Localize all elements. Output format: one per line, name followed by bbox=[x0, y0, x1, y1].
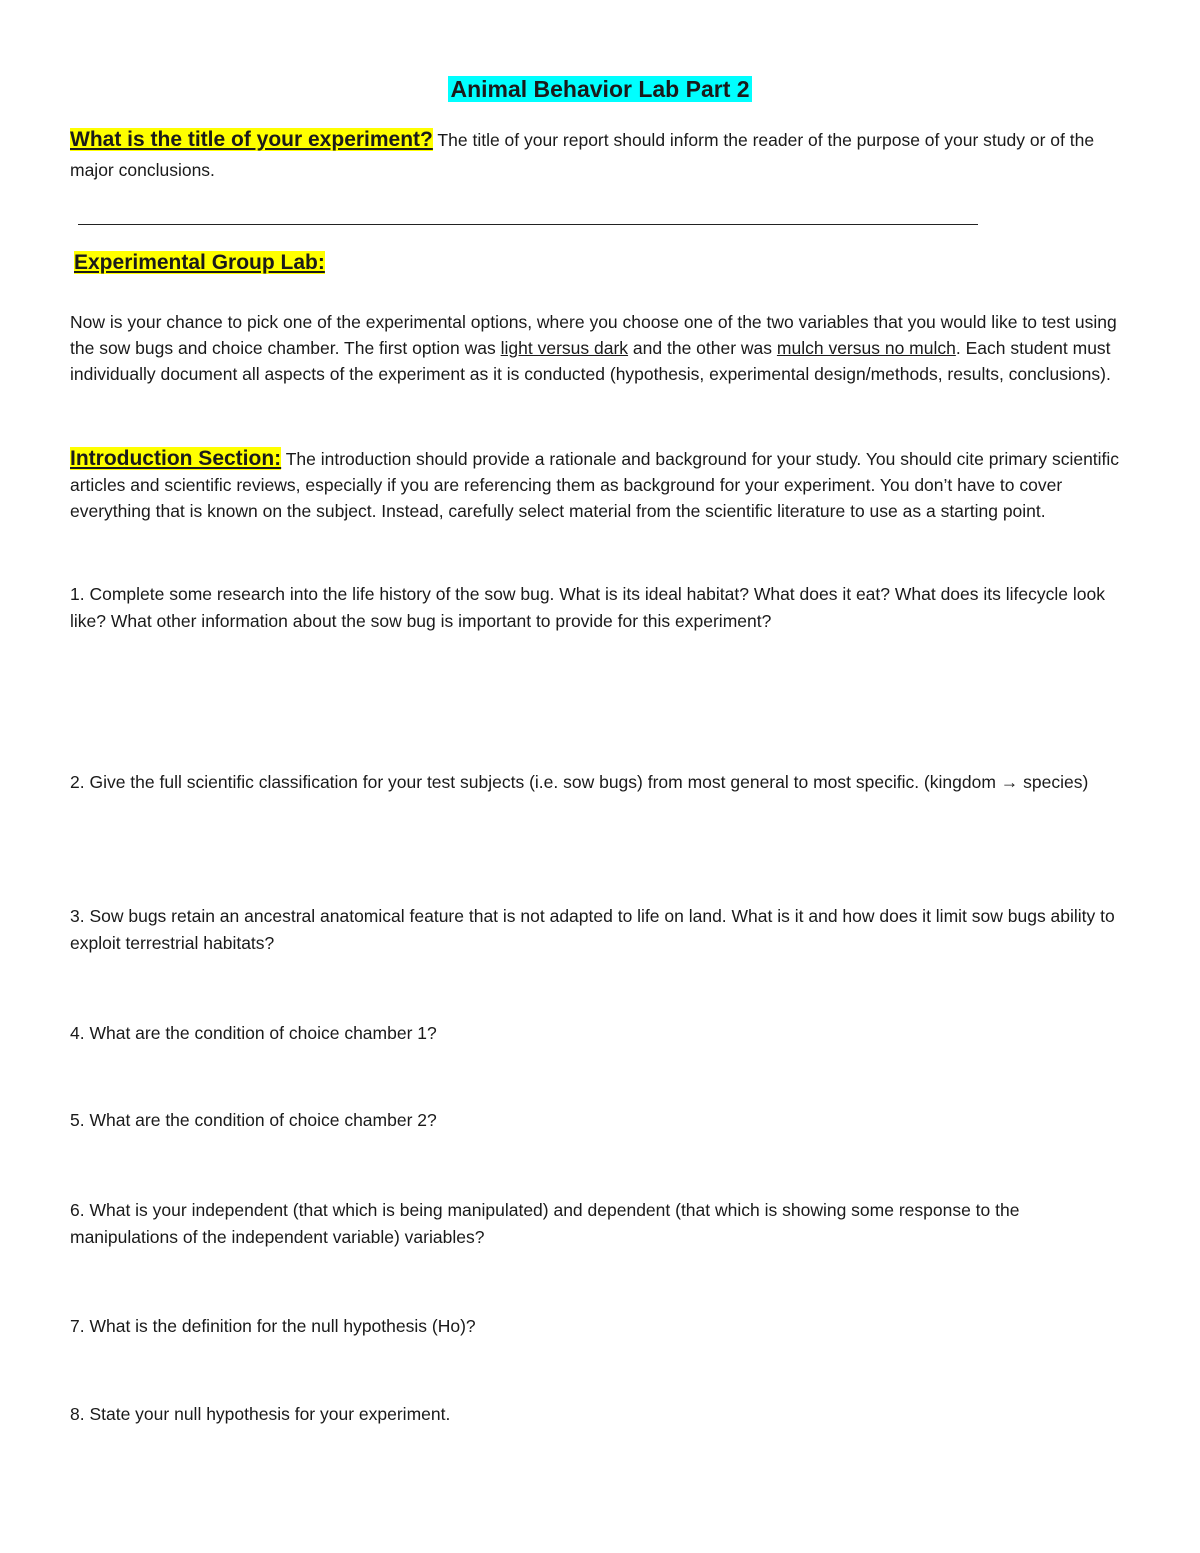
title-question bbox=[70, 125, 1132, 185]
question-8: 8. State your null hypothesis for your experiment. bbox=[70, 1404, 451, 1424]
option-mulch: mulch versus no mulch bbox=[776, 338, 956, 358]
introduction-text: The introduction should provide a rationale and background for your study. You should cite primary scientific articles and scientific reviews, especially if you are referencing them as background for your experiment. You don’t have to cover everything that is known on the subject. Instead, carefully select material from the scientific literature to use as a starting point. bbox=[70, 449, 1120, 521]
question-4: 4. What are the condition of choice chamber 1? bbox=[70, 1023, 437, 1043]
introduction-section bbox=[70, 446, 1132, 524]
experimental-text-mid: and the other was bbox=[628, 338, 777, 358]
experimental-heading-block bbox=[70, 250, 1132, 276]
experimental-text-start: Now is your chance to pick one of the experimental options, where you choose one of the two variables that you would like to test using the sow bugs and choice chamber. The first option was bbox=[70, 312, 1117, 358]
experimental-paragraph bbox=[70, 309, 1132, 387]
question-3: 3. Sow bugs retain an ancestral anatomical feature that is not adapted to life on land. What is it and how does it limit sow bugs ability to exploit terrestrial habitats? bbox=[70, 906, 1115, 953]
introduction-heading: Introduction Section: bbox=[70, 447, 282, 470]
page-title-text: Animal Behavior Lab Part 2 bbox=[450, 76, 750, 102]
question-1: 1. Complete some research into the life history of the sow bug. What is its ideal habitat? What does it eat? What does its lifecycle look like? What other information about the sow bug is important to provide for this experiment? bbox=[70, 584, 1105, 631]
answer-line bbox=[78, 224, 978, 225]
title-question-heading: What is the title of your experiment? bbox=[70, 128, 433, 151]
option-light-dark: light versus dark bbox=[500, 338, 629, 358]
question-2: 2. Give the full scientific classification for your test subjects (i.e. sow bugs) from most general to most specific. (kingdom → species) bbox=[70, 772, 1089, 792]
question-6: 6. What is your independent (that which is being manipulated) and dependent (that which is showing some response to the manipulations of the independent variable) variables? bbox=[70, 1200, 1020, 1247]
title-question-text: The title of your report should inform the reader of the purpose of your study or of the major conclusions. bbox=[70, 130, 1095, 180]
experimental-text-end: . Each student must individually document all aspects of the experiment as it is conducted (hypothesis, experimental design/methods, results, conclusions). bbox=[70, 338, 1111, 384]
experimental-heading: Experimental Group Lab: bbox=[74, 251, 325, 274]
question-5: 5. What are the condition of choice chamber 2? bbox=[70, 1110, 437, 1130]
question-7: 7. What is the definition for the null hypothesis (Ho)? bbox=[70, 1316, 476, 1336]
page-title bbox=[0, 76, 1200, 103]
